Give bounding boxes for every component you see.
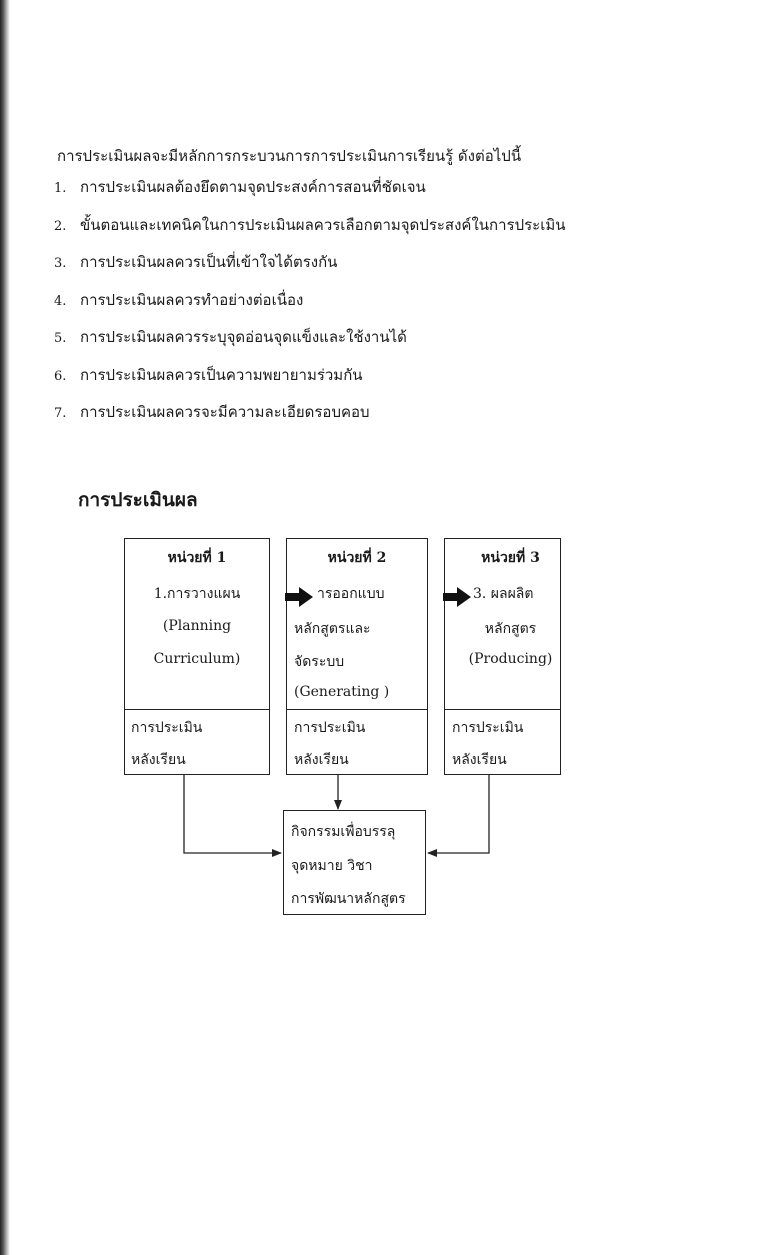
- unit-1-line: (Planning: [162, 618, 232, 634]
- list-text: การประเมินผลควรระบุจุดอ่อนจุดแข็งและใช้งานได้: [80, 328, 407, 346]
- intro-text: การประเมินผลจะมีหลักการกระบวนการการประเมินการเรียนรู้ ดังต่อไปนี้: [57, 147, 522, 165]
- thick-right-arrow-icon: [442, 586, 472, 608]
- unit-1-title: หน่วยที่ 1: [167, 550, 227, 566]
- unit-2-box: [286, 538, 428, 775]
- unit-2-line: หลักสูตรและ: [294, 621, 371, 637]
- list-text: การประเมินผลควรเป็นความพยายามร่วมกัน: [80, 365, 363, 384]
- unit-2-header-section: [287, 539, 427, 710]
- unit-1-line: 1.การวางแผน: [153, 586, 241, 602]
- unit-3-box: [444, 538, 561, 775]
- unit-3-line: (Producing): [468, 651, 553, 667]
- unit-3-line: 3. ผลผลิต: [473, 586, 534, 602]
- unit-1-eval-line: การประเมิน: [131, 720, 203, 736]
- list-number: 3.: [54, 256, 67, 271]
- unit-2-line: ารออกแบบ: [317, 586, 385, 602]
- unit-2-line: จัดระบบ: [294, 654, 345, 670]
- connector-line-unit3: [428, 775, 489, 853]
- thick-right-arrow-icon: [284, 586, 314, 608]
- list-text: การประเมินผลควรจะมีความละเอียดรอบคอบ: [80, 403, 370, 421]
- unit-1-box: [124, 538, 270, 775]
- unit-3-title: หน่วยที่ 3: [481, 550, 540, 566]
- list-text: การประเมินผลควรทำอย่างต่อเนื่อง: [80, 290, 304, 309]
- unit-2-eval-line: การประเมิน: [294, 720, 366, 736]
- list-text: การประเมินผลควรเป็นที่เข้าใจได้ตรงกัน: [80, 253, 338, 271]
- section-title: การประเมินผล: [78, 489, 198, 511]
- list-number: 1.: [54, 181, 67, 196]
- list-number: 7.: [54, 406, 67, 421]
- list-number: 6.: [54, 368, 67, 384]
- list-number: 2.: [54, 218, 67, 234]
- scan-binding-edge: [0, 0, 10, 1255]
- outcome-line: จุดหมาย วิชา: [291, 858, 373, 874]
- outcome-box: [283, 810, 426, 915]
- unit-2-eval-line: หลังเรียน: [294, 752, 349, 768]
- unit-3-eval-line: การประเมิน: [452, 720, 524, 736]
- list-number: 5.: [54, 331, 67, 346]
- list-text: ขั้นตอนและเทคนิคในการประเมินผลควรเลือกตามจุดประสงค์ในการประเมิน: [80, 215, 566, 234]
- unit-2-line: (Generating ): [294, 684, 390, 700]
- list-number: 4.: [54, 293, 67, 309]
- outcome-line: การพัฒนาหลักสูตร: [291, 891, 406, 907]
- unit-3-eval-line: หลังเรียน: [452, 752, 507, 768]
- unit-1-eval-line: หลังเรียน: [131, 752, 186, 768]
- unit-1-header-section: [125, 539, 269, 710]
- connector-line-unit1: [184, 775, 281, 853]
- unit-1-line: Curriculum): [153, 651, 241, 667]
- unit-3-header-section: [445, 539, 560, 710]
- outcome-line: กิจกรรมเพื่อบรรลุ: [291, 824, 396, 840]
- unit-2-title: หน่วยที่ 2: [327, 550, 387, 566]
- list-text: การประเมินผลต้องยึดตามจุดประสงค์การสอนที่ชัดเจน: [80, 178, 426, 196]
- unit-3-line: หลักสูตร: [484, 621, 537, 637]
